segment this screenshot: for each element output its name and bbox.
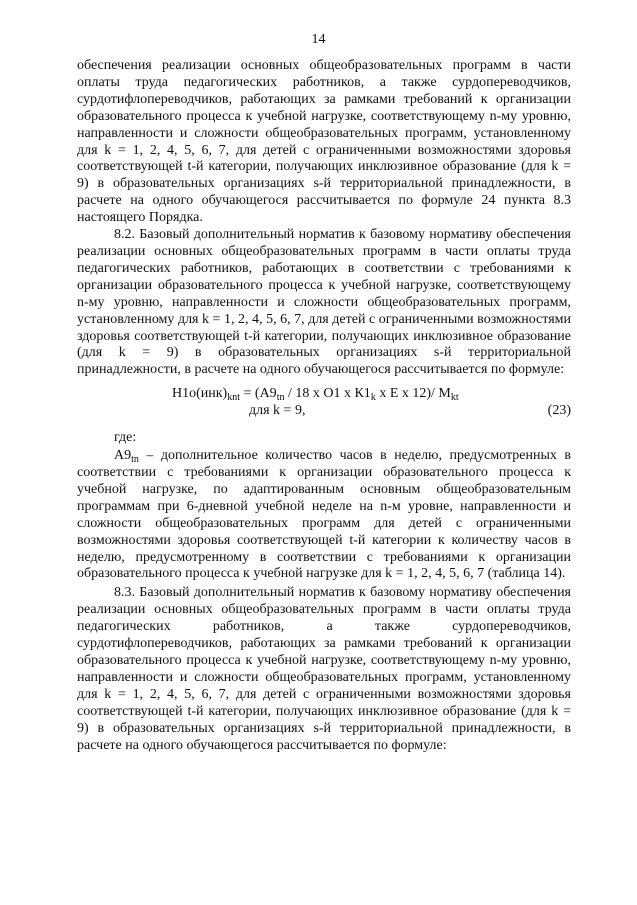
definition-a9: $А9_{tn}$ – дополнительное количество часов в неделю, предусмотренных в соответствии с требованиями к организации образовательного процесса к учебной нагрузке, по адаптированным основным общеобразовательным программам при 6-дневной учебной неделе на n-м уровне, направленности и сложности общеобразовательных программ для детей с ограниченными возможностями здоровья соответствующей t-й категории к количеству часов в неделю, предусмотренному в соответствии с требованиями к организации образовательного процесса к учебной нагрузке для k = 1, 2, 4, 5, 6, 7 (таблица 14). <box>77 448 571 582</box>
formula-23 <box>77 386 571 422</box>
document-body <box>77 58 571 754</box>
formula-expression: $Н1о(инк)_{knt} = (А9_{tn} / 18$ х О1 х $К1_k$ х Е х 12)/ $М_{kt}$ <box>172 386 459 404</box>
paragraph-8-3: 8.3. Базовый дополнительный норматив к базовому нормативу обеспечения реализации основных общеобразовательных программ в части оплаты труда педагогических работников, а также сурдопереводчиков, сурдотифлопереводчиков, работающих за рамками требований к организации образовательного процесса к учебной нагрузке, соответствующему n-му уровню, направленности и сложности общеобразовательных программ, установленному для k = 1, 2, 4, 5, 6, 7, для детей с ограниченными возможностями здоровья соответствующей t-й категории, получающих инклюзивное образование (для k = 9) в образовательных организациях s-й территориальной принадлежности, в расчете на одного обучающегося рассчитывается по формуле: <box>77 585 571 753</box>
paragraph-8-2: 8.2. Базовый дополнительный норматив к базовому нормативу обеспечения реализации основных общеобразовательных программ в части оплаты труда педагогических работников, работающих в соответствии с требованиями к организации образовательного процесса к учебной нагрузке, соответствующему n-му уровню, направленности и сложности общеобразовательных программ, установленному для k = 1, 2, 4, 5, 6, 7, для детей с ограниченными возможностями здоровья соответствующей t-й категории, получающих инклюзивное образование (для k = 9) в образовательных организациях s-й территориальной принадлежности, в расчете на одного обучающегося рассчитывается по формуле: <box>77 227 571 378</box>
paragraph-continuation: обеспечения реализации основных общеобразовательных программ в части оплаты труда педагогических работников, а также сурдопереводчиков, сурдотифлопереводчиков, работающих за рамками требований к организации образовательного процесса к учебной нагрузке, соответствующему n-му уровню, направленности и сложности общеобразовательных программ, установленному для k = 1, 2, 4, 5, 6, 7, для детей с ограниченными возможностями здоровья соответствующей t-й категории, получающих инклюзивное образование (для k = 9) в образовательных организациях s-й территориальной принадлежности, в расчете на одного обучающегося рассчитывается по формуле 24 пункта 8.3 настоящего Порядка. <box>77 58 571 226</box>
formula-number: (23) <box>547 403 571 419</box>
formula-condition: для k = 9, <box>249 403 306 419</box>
where-label: где: <box>114 430 137 446</box>
page-number: 14 <box>311 32 326 47</box>
